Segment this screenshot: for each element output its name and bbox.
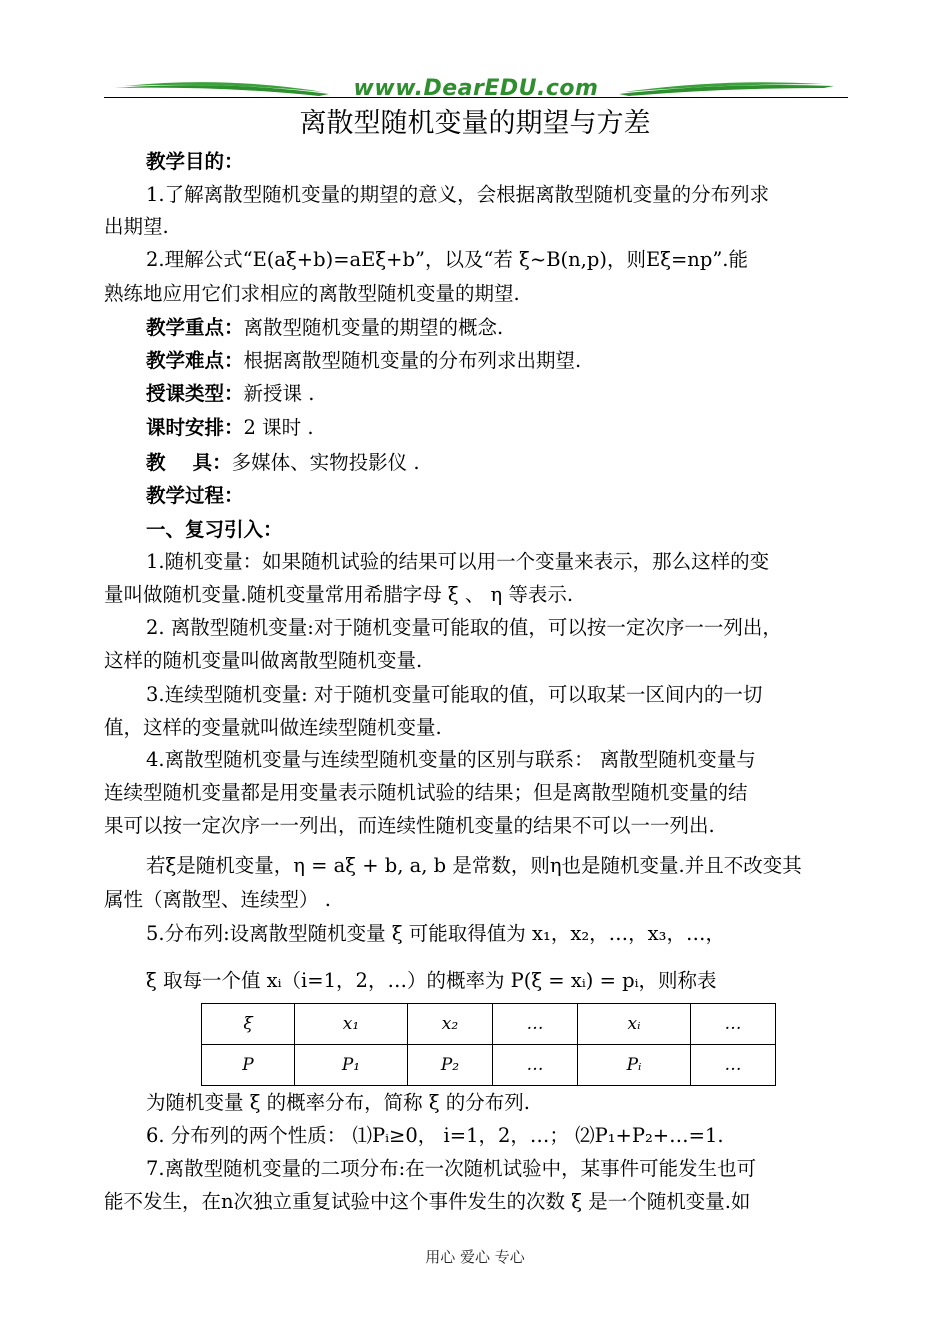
focus-value: 离散型随机变量的期望的概念. — [243, 316, 504, 339]
page-footer: 用心 爱心 专心 — [425, 1248, 525, 1266]
table-row — [202, 1004, 776, 1045]
header-rule — [104, 97, 848, 98]
objective-2-line-2: 熟练地应用它们求相应的离散型随机变量的期望. — [104, 282, 520, 305]
type-value: 新授课 . — [243, 382, 315, 405]
tools-label: 教 具： — [146, 451, 232, 474]
type-row — [146, 380, 850, 408]
para-1-line-1: 1.随机变量：如果随机试验的结果可以用一个变量来表示，那么这样的变 — [146, 550, 770, 573]
para-4b-line-1: 若ξ是随机变量，η = aξ + b, a, b 是常数，则η也是随机变量.并且不改变其 — [146, 854, 802, 877]
table-cell: P₂ — [408, 1045, 493, 1086]
table-cell: ξ — [202, 1004, 295, 1045]
table-cell: x₁ — [295, 1004, 408, 1045]
site-logo-banner — [104, 72, 848, 106]
objectives-heading: 教学目的： — [146, 150, 244, 173]
para-6: 6. 分布列的两个性质： ⑴Pᵢ≥0， i=1，2，…； ⑵P₁+P₂+…=1. — [146, 1124, 724, 1147]
para-3-line-1: 3.连续型随机变量: 对于随机变量可能取的值，可以取某一区间内的一切 — [146, 683, 763, 706]
difficulty-row — [146, 347, 850, 375]
table-cell: … — [493, 1004, 578, 1045]
tools-value: 多媒体、实物投影仪 . — [231, 451, 420, 474]
para-2-line-1: 2. 离散型随机变量:对于随机变量可能取的值，可以按一定次序一一列出， — [146, 616, 782, 639]
para-7-line-2: 能不发生，在n次独立重复试验中这个事件发生的次数 ξ 是一个随机变量.如 — [104, 1190, 751, 1213]
process-heading: 教学过程： — [146, 484, 244, 507]
document-title: 离散型随机变量的期望与方差 — [299, 108, 651, 139]
hours-value: 2 课时 . — [243, 416, 314, 439]
objective-1-line-1: 1.了解离散型随机变量的期望的意义，会根据离散型随机变量的分布列求 — [146, 183, 770, 206]
para-4b-line-2: 属性（离散型、连续型） . — [104, 888, 331, 911]
para-7-line-1: 7.离散型随机变量的二项分布:在一次随机试验中，某事件可能发生也可 — [146, 1157, 757, 1180]
para-4-line-2: 连续型随机变量都是用变量表示随机试验的结果；但是离散型随机变量的结 — [104, 781, 748, 804]
table-cell: … — [493, 1045, 578, 1086]
focus-row — [146, 314, 850, 342]
tools-row — [146, 449, 850, 477]
para-3-line-2: 值，这样的变量就叫做连续型随机变量. — [104, 716, 442, 739]
objective-1-line-2: 出期望. — [104, 215, 169, 238]
table-cell: P — [202, 1045, 295, 1086]
hours-label: 课时安排： — [146, 416, 244, 439]
table-cell: P₁ — [295, 1045, 408, 1086]
hours-row — [146, 414, 850, 442]
para-2-line-2: 这样的随机变量叫做离散型随机变量. — [104, 649, 423, 672]
table-row — [202, 1045, 776, 1086]
distribution-table — [201, 1003, 776, 1086]
section-1-heading: 一、复习引入： — [146, 518, 283, 541]
difficulty-label: 教学难点： — [146, 349, 244, 372]
para-1-line-2: 量叫做随机变量.随机变量常用希腊字母 ξ 、 η 等表示. — [104, 583, 574, 606]
para-4-line-1: 4.离散型随机变量与连续型随机变量的区别与联系： 离散型随机变量与 — [146, 748, 756, 771]
para-5-line-2: ξ 取每一个值 xᵢ（i=1，2，…）的概率为 P(ξ = xᵢ) = pᵢ，则称表 — [146, 969, 717, 992]
table-cell: xᵢ — [578, 1004, 691, 1045]
table-cell: … — [691, 1045, 776, 1086]
objective-2-line-1: 2.理解公式“E(aξ+b)=aEξ+b”，以及“若 ξ~B(n,p)，则Eξ=np”.能 — [146, 248, 748, 271]
table-cell: … — [691, 1004, 776, 1045]
logo-text: www.DearEDU.com — [353, 76, 599, 101]
para-4-line-3: 果可以按一定次序一一列出，而连续性随机变量的结果不可以一一列出. — [104, 814, 715, 837]
focus-label: 教学重点： — [146, 316, 244, 339]
para-5-line-1: 5.分布列:设离散型随机变量 ξ 可能取得值为 x₁，x₂，…，x₃，…， — [146, 922, 725, 945]
table-cell: Pᵢ — [578, 1045, 691, 1086]
difficulty-value: 根据离散型随机变量的分布列求出期望. — [243, 349, 582, 372]
table-cell: x₂ — [408, 1004, 493, 1045]
para-5-after-table: 为随机变量 ξ 的概率分布，简称 ξ 的分布列. — [146, 1091, 530, 1114]
type-label: 授课类型： — [146, 382, 244, 405]
